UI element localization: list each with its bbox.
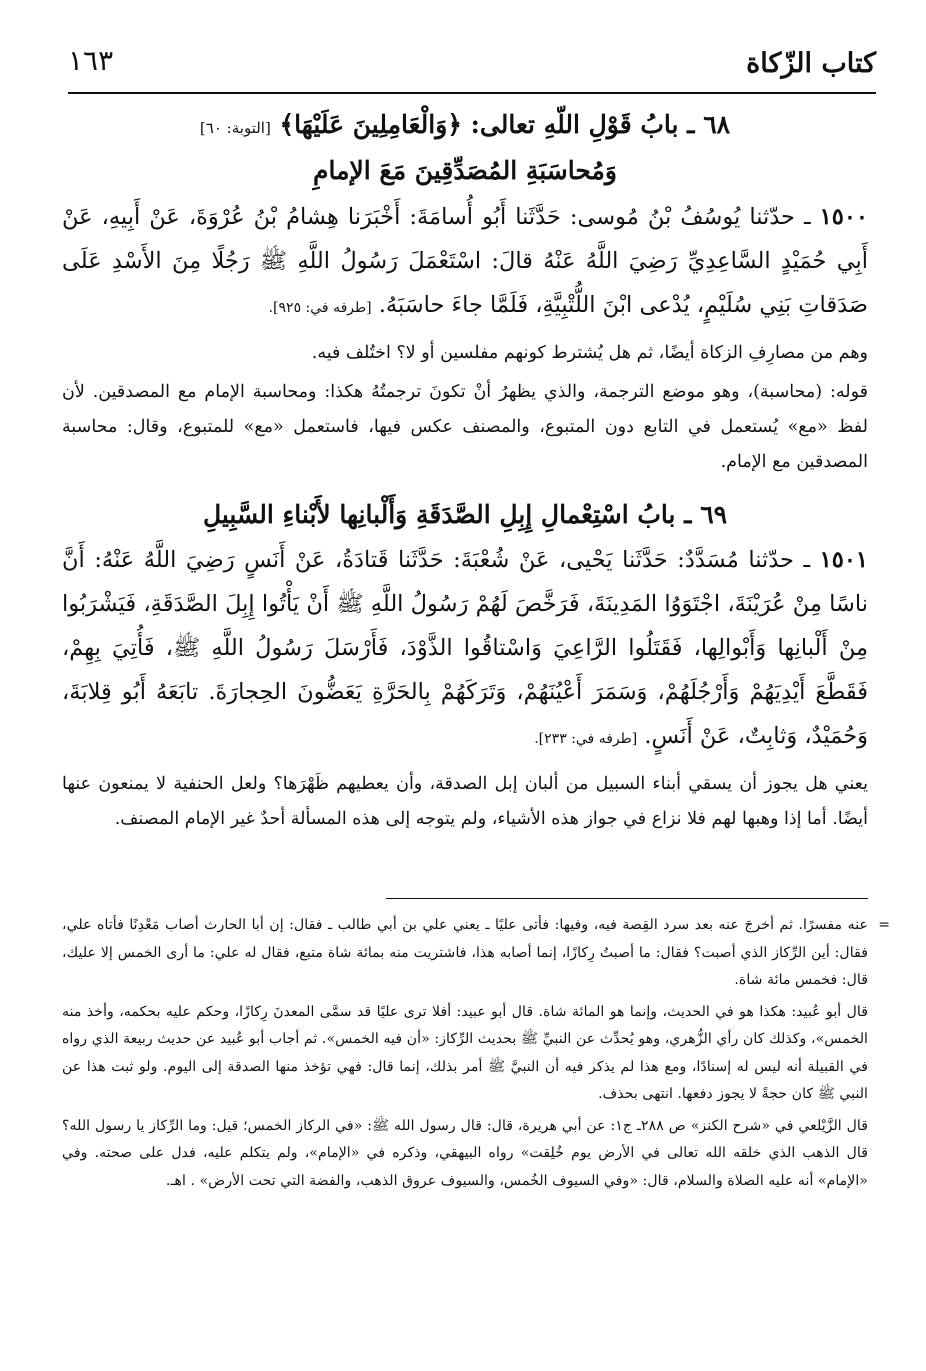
hadith-cross-ref: [طرفه في: ٩٢٥]. (268, 300, 372, 316)
chapter-68-heading (62, 104, 868, 149)
chapter-68-subtitle: وَمُحاسَبَةِ المُصَدِّقِينَ مَعَ الإمامِ (313, 156, 617, 185)
chapter-68-quran-ref: [التوبة: ٦٠] (199, 119, 271, 137)
page-number: ١٦٣ (68, 44, 114, 77)
commentary-paragraph: قوله: (محاسبة)، وهو موضع الترجمة، والذي يظهرُ أنْ تكونَ ترجمتُهُ هكذا: ومحاسبة الإمام مع المصدقين. لأن لفظ «مع» يُستعمل في التابع دون المتبوع، والمصنف عكس فيها، فاستعمل «مع» للمتبوع، وقال: محاسبة المصدقين مع الإمام. (62, 382, 868, 472)
header-divider (68, 92, 876, 94)
commentary-paragraph: يعني هل يجوز أن يسقي أبناء السبيل من ألبان إبل الصدقة، وأن يعطيهم ظَهْرَها؟ ولعل الحنفية لا يمنعون عنها أيضًا. أما إذا وهبها لهم فلا نزاع في جواز هذه الأشياء، ولم يتوجه إلى هذه المسألة أحدٌ غير الإمام المصنف. (62, 774, 868, 829)
main-text (62, 104, 868, 837)
hadith-text: ـ حدّثنا يُوسُفُ بْنُ مُوسى: حَدَّثَنا أَبُو أُسامَةَ: أَخْبَرَنا هِشامُ بْنُ عُرْوَةَ، عَنْ أَبِيهِ، عَنْ أَبِي حُمَيْدٍ السَّاعِدِيِّ رَضِيَ اللَّهُ عَنْهُ قالَ: اسْتَعْمَلَ رَسُولُ اللَّهِ ﷺ رَجُلًا مِنَ الأَسْدِ عَلَى صَدَقاتِ بَنِي سُلَيْمٍ، يُدْعى ابْنَ اللُّتْبِيَّةِ، فَلَمَّا جاءَ حاسَبَهُ. (62, 204, 868, 318)
footnote-paragraph: قال أبو عُبيد: هكذا هو في الحديث، وإنما هو المائة شاة. قال أبو عبيد: أفلا ترى عليًا قد سمَّى المعدنَ رِكازًا، وحكم عليه بحكمه، وأخذ منه الخمس»، وكذلك كان رأي الزُّهري، وهو يُحدِّث عن النبيِّ ﷺ بحديث الرِّكاز: «أن فيه الخمس». ثم أجاب أبو عُبيد عن حديث ربيعة الذي رواه في القبيلة أنه ليس له إسنادًا، ومع هذا لم يذكر فيه أن النبيَّ ﷺ أمر بذلك، إنما قال: فهي تؤخذ منها الصدقة إلى اليوم. ولو ثبت هذا عن النبي ﷺ كان حجةً لا يجوز دفعها. انتهى بحذف. (62, 1003, 868, 1102)
chapter-68-title: ٦٨ ـ بابُ قَوْلِ اللّهِ تعالى: ﴿وَالْعَامِلِينَ عَلَيْهَا﴾ (279, 110, 731, 139)
hadith-1500 (62, 195, 868, 330)
footnote-paragraph: قال الزَّيْلعي في «شرح الكنز» ص ٢٨٨ـ ج١: عن أبي هريرة، قال: قال رسول الله ﷺ: «في الركاز الخمس؛ قيل: وما الرِّكاز يا رسول الله؟ قال الذهب الذي خلقه الله تعالى في الأرض يوم خُلِقت» رواه البيهقي، وذكره في «الإمام»، ولم يتكلم عليه، فدل على صحته. وفي «الإمام» أنه عليه الصلاة والسلام، قال: «وفي السيوف الخُمس، والسيوف عروق الذهب، والفضة التي تحت الأرض» . اهـ. (62, 1117, 868, 1189)
commentary-paragraph: وهم من مصارِفِ الزكاة أيضًا، ثم هل يُشترط كونهم مفلسين أو لا؟ اختُلف فيه. (311, 343, 868, 363)
footnotes (62, 912, 890, 1199)
hadith-number: ١٥٠٠ (819, 204, 868, 230)
continuation-mark: = (878, 917, 890, 933)
running-head (68, 40, 876, 90)
hadith-1501 (62, 538, 868, 761)
chapter-69-heading: ٦٩ ـ بابُ اسْتِعْمالِ إِبِلِ الصَّدَقَةِ وَأَلْبانِها لأَبْناءِ السَّبِيلِ (202, 500, 728, 529)
footnote-paragraph (62, 912, 890, 995)
hadith-text: ـ حدّثنا مُسَدَّدٌ: حَدَّثَنا يَحْيى، عَنْ شُعْبَةَ: حَدَّثَنا قَتادَةُ، عَنْ أَنَسٍ رَضِيَ اللَّهُ عَنْهُ: أَنَّ ناسًا مِنْ عُرَيْنَةَ، اجْتَوَوُا المَدِينَةَ، فَرَخَّصَ لَهُمْ رَسُولُ اللَّهِ ﷺ أَنْ يَأْتُوا إِبِلَ الصَّدَقَةِ، فَيَشْرَبُوا مِنْ أَلْبانِها وَأَبْوالِها، فَقَتَلُوا الرَّاعِيَ وَاسْتاقُوا الذَّوْدَ، فَأَرْسَلَ رَسُولُ اللَّهِ ﷺ، فَأُتِيَ بِهِمْ، فَقَطَّعَ أَيْدِيَهُمْ وَأَرْجُلَهُمْ، وَسَمَرَ أَعْيُنَهُمْ، وَتَرَكَهُمْ بِالحَرَّةِ يَعَضُّونَ الحِجارَةَ. تابَعَهُ أَبُو قِلابَةَ، وَحُمَيْدٌ، وَثابِتٌ، عَنْ أَنَسٍ. (62, 547, 868, 749)
hadith-cross-ref: [طرفه في: ٢٣٣]. (534, 731, 638, 747)
book-title: كتاب الزّكاة (746, 48, 876, 79)
hadith-number: ١٥٠١ (819, 547, 868, 573)
footnote-text: عنه مفسرًا. ثم أخرجَ عنه بعد سرد القِصة فيه، وفيها: فأتى عليًا ـ يعني علي بن أبي طالب ـ فقال: إن أبا الحارث أصاب مَعْدِنًا فأتاه علي، فقال: أين الرِّكاز الذي أصبت؟ فقال: ما أصبتُ رِكازًا، إنما أصابه هذا، فاشتريت منه بمائة شاة متبع، فقال له علي: ما أرى الخمس إلا عليك، قال: فخمس مائة شاة. (62, 917, 868, 988)
footnote-divider (386, 898, 868, 899)
